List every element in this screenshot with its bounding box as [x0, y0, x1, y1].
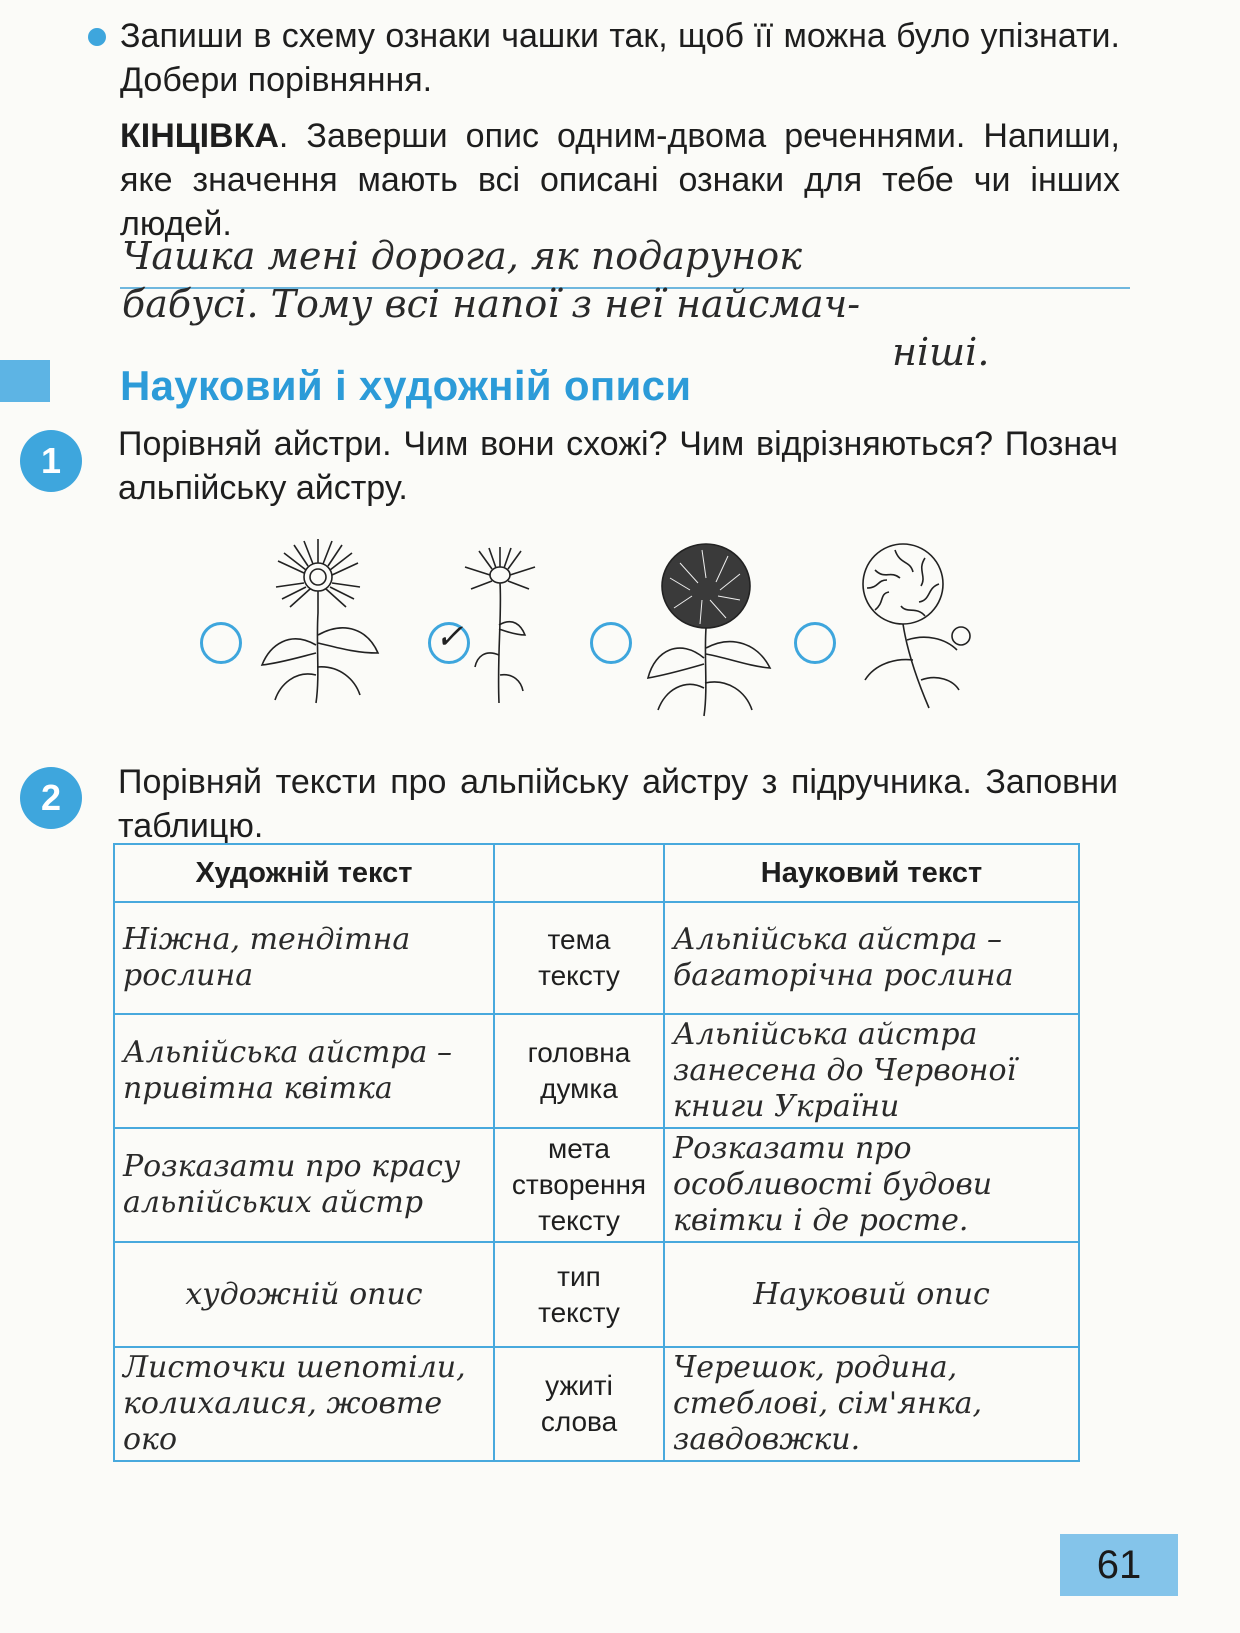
- task-2-text: Порівняй тексти про альпійську айстру з підручника. Заповни таблицю.: [118, 763, 1118, 845]
- bullet-icon: [88, 28, 106, 46]
- artistic-cell[interactable]: художній опис: [114, 1242, 494, 1347]
- criterion-line: тексту: [538, 1296, 620, 1328]
- ending-handwritten-answer: [122, 232, 1132, 374]
- scientific-cell[interactable]: Альпійська айстра занесена до Червоної книги України: [664, 1014, 1079, 1128]
- table-row: [114, 1014, 1079, 1128]
- aster-flower-1-icon: [250, 535, 390, 705]
- answer-line-3: ніші.: [892, 330, 990, 374]
- artistic-cell[interactable]: Листочки шепотіли, колихалися, жовте око: [114, 1347, 494, 1461]
- artistic-cell[interactable]: Розказати про красу альпійських айстр: [114, 1128, 494, 1242]
- task-1-text: Порівняй айстри. Чим вони схожі? Чим відрізняються? Познач альпійську айстру.: [118, 425, 1118, 507]
- table-header-row: [114, 844, 1079, 902]
- criterion-line: тип: [557, 1260, 601, 1292]
- scientific-cell[interactable]: Науковий опис: [664, 1242, 1079, 1347]
- aster-flower-4-icon: [845, 540, 985, 710]
- check-mark-icon: ✓: [435, 617, 464, 657]
- scientific-cell[interactable]: Черешок, родина, стеблові, сім'янка, завдовжки.: [664, 1347, 1079, 1461]
- criterion-line: тексту: [538, 1205, 620, 1236]
- aster-3-radio[interactable]: [590, 622, 632, 664]
- table-row: [114, 1242, 1079, 1347]
- criterion-cell: [494, 902, 664, 1014]
- criterion-line: думка: [540, 1073, 618, 1104]
- aster-flower-2-icon: [455, 545, 545, 705]
- aster-1-radio[interactable]: [200, 622, 242, 664]
- table-row: [114, 1347, 1079, 1461]
- criterion-line: мета: [548, 1133, 610, 1164]
- artistic-cell[interactable]: Ніжна, тендітна рослина: [114, 902, 494, 1014]
- header-criterion: [494, 844, 664, 902]
- section-marker: [0, 360, 50, 402]
- task-2-number-badge: 2: [20, 767, 82, 829]
- intro-text: Запиши в схему ознаки чашки так, щоб її можна було упізнати. Добери порівняння.: [120, 17, 1120, 99]
- criterion-line: тексту: [538, 960, 620, 991]
- criterion-cell: [494, 1242, 664, 1347]
- section-title: Науковий і художній описи: [120, 362, 692, 409]
- header-scientific: Науковий текст: [664, 844, 1079, 902]
- criterion-cell: [494, 1347, 664, 1461]
- table-row: [114, 1128, 1079, 1242]
- artistic-cell[interactable]: Альпійська айстра – привітна квітка: [114, 1014, 494, 1128]
- answer-line-1: Чашка мені дорога, як подарунок: [122, 234, 802, 278]
- criterion-line: головна: [527, 1037, 631, 1068]
- aster-4-radio[interactable]: [794, 622, 836, 664]
- ending-text: . Заверши опис одним-двома реченнями. Напиши, яке значення мають всі описані ознаки для тебе чи інших людей.: [120, 117, 1120, 243]
- task-1-number-badge: 1: [20, 430, 82, 492]
- table-row: [114, 902, 1079, 1014]
- comparison-table: [113, 843, 1080, 1462]
- answer-line-2: бабусі. Тому всі напої з неї найсмач-: [122, 282, 861, 326]
- criterion-line: створення: [511, 1169, 647, 1200]
- header-artistic: Художній текст: [114, 844, 494, 902]
- criterion-line: слова: [540, 1406, 618, 1437]
- criterion-cell: [494, 1128, 664, 1242]
- aster-flower-3-icon: [640, 538, 780, 718]
- page-number: 61: [1060, 1534, 1178, 1596]
- scientific-cell[interactable]: Альпійська айстра – багаторічна рослина: [664, 902, 1079, 1014]
- criterion-line: тема: [547, 924, 611, 955]
- ending-paragraph: [120, 114, 1120, 246]
- criterion-line: ужиті: [545, 1370, 613, 1401]
- scientific-cell[interactable]: Розказати про особливості будови квітки і де росте.: [664, 1128, 1079, 1242]
- criterion-cell: [494, 1014, 664, 1128]
- ending-label: КІНЦІВКА: [120, 117, 279, 155]
